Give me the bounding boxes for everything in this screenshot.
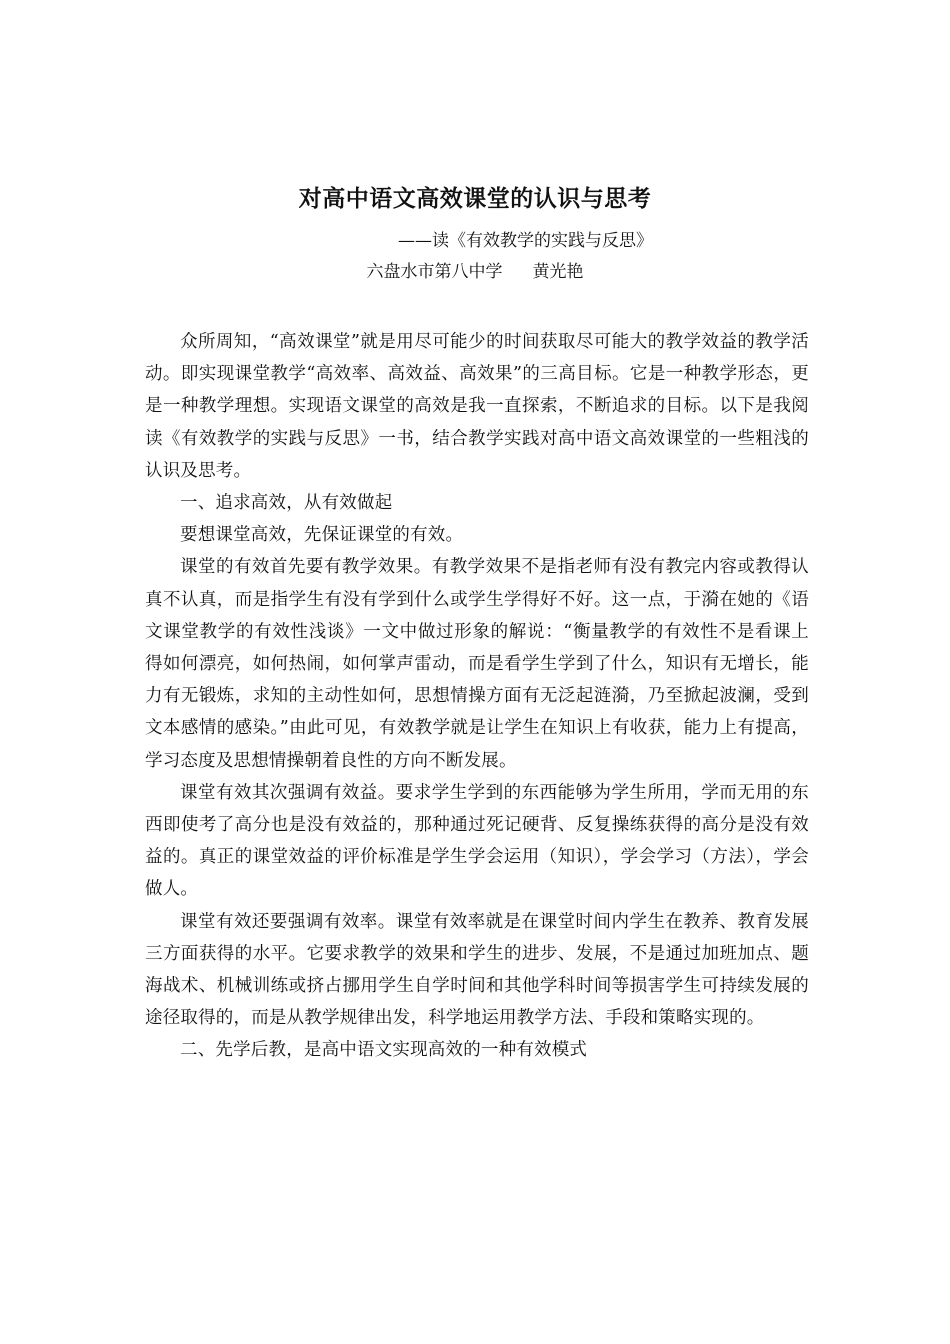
paragraph: 课堂有效其次强调有效益。要求学生学到的东西能够为学生所用，学而无用的东西即使考了高分也是没有效益的，那种通过死记硬背、反复操练获得的高分是没有效益的。真正的课堂效益的评价标准是学生学会运用（知识），学会学习（方法），学会做人。 bbox=[145, 782, 809, 900]
author-line bbox=[0, 259, 950, 285]
author-school: 六盘水市第八中学 bbox=[366, 262, 503, 282]
section-heading-2: 二、先学后教，是高中语文实现高效的一种有效模式 bbox=[180, 1040, 588, 1061]
paragraph: 要想课堂高效，先保证课堂的有效。 bbox=[180, 525, 464, 546]
author-name: 黄光艳 bbox=[532, 262, 584, 282]
document-subtitle: ——读《有效教学的实践与反思》 bbox=[398, 231, 653, 251]
paragraph: 课堂的有效首先要有教学效果。有教学效果不是指老师有没有教完内容或教得认真不认真，而是指学生有没有学到什么或学生学得好不好。这一点，于漪在她的《语文课堂教学的有效性浅谈》一文中做过形象的解说：“衡量教学的有效性不是看课上得如何漂亮，如何热闹，如何掌声雷动，而是看学生学到了什么，知识有无增长，能力有无锻炼，求知的主动性如何，思想情操方面有无泛起涟漪，乃至掀起波澜，受到文本感情的感染。”由此可见，有效教学就是让学生在知识上有收获，能力上有提高，学习态度及思想情操朝着良性的方向不断发展。 bbox=[145, 557, 809, 771]
paragraph: 课堂有效还要强调有效率。课堂有效率就是在课堂时间内学生在教养、教育发展三方面获得的水平。它要求教学的效果和学生的进步、发展，不是通过加班加点、题海战术、机械训练或挤占挪用学生自学时间和其他学科时间等损害学生可持续发展的途径取得的，而是从教学规律出发，科学地运用教学方法、手段和策略实现的。 bbox=[145, 911, 809, 1029]
paragraph-intro: 众所周知，“高效课堂”就是用尽可能少的时间获取尽可能大的教学效益的教学活动。即实现课堂教学“高效率、高效益、高效果”的三高目标。它是一种教学形态，更是一种教学理想。实现语文课堂的高效是我一直探索，不断追求的目标。以下是我阅读《有效教学的实践与反思》一书，结合教学实践对高中语文高效课堂的一些粗浅的认识及思考。 bbox=[145, 332, 809, 481]
document-title: 对高中语文高效课堂的认识与思考 bbox=[298, 186, 652, 212]
section-heading-1: 一、追求高效，从有效做起 bbox=[180, 493, 393, 514]
document-body bbox=[145, 326, 809, 1067]
